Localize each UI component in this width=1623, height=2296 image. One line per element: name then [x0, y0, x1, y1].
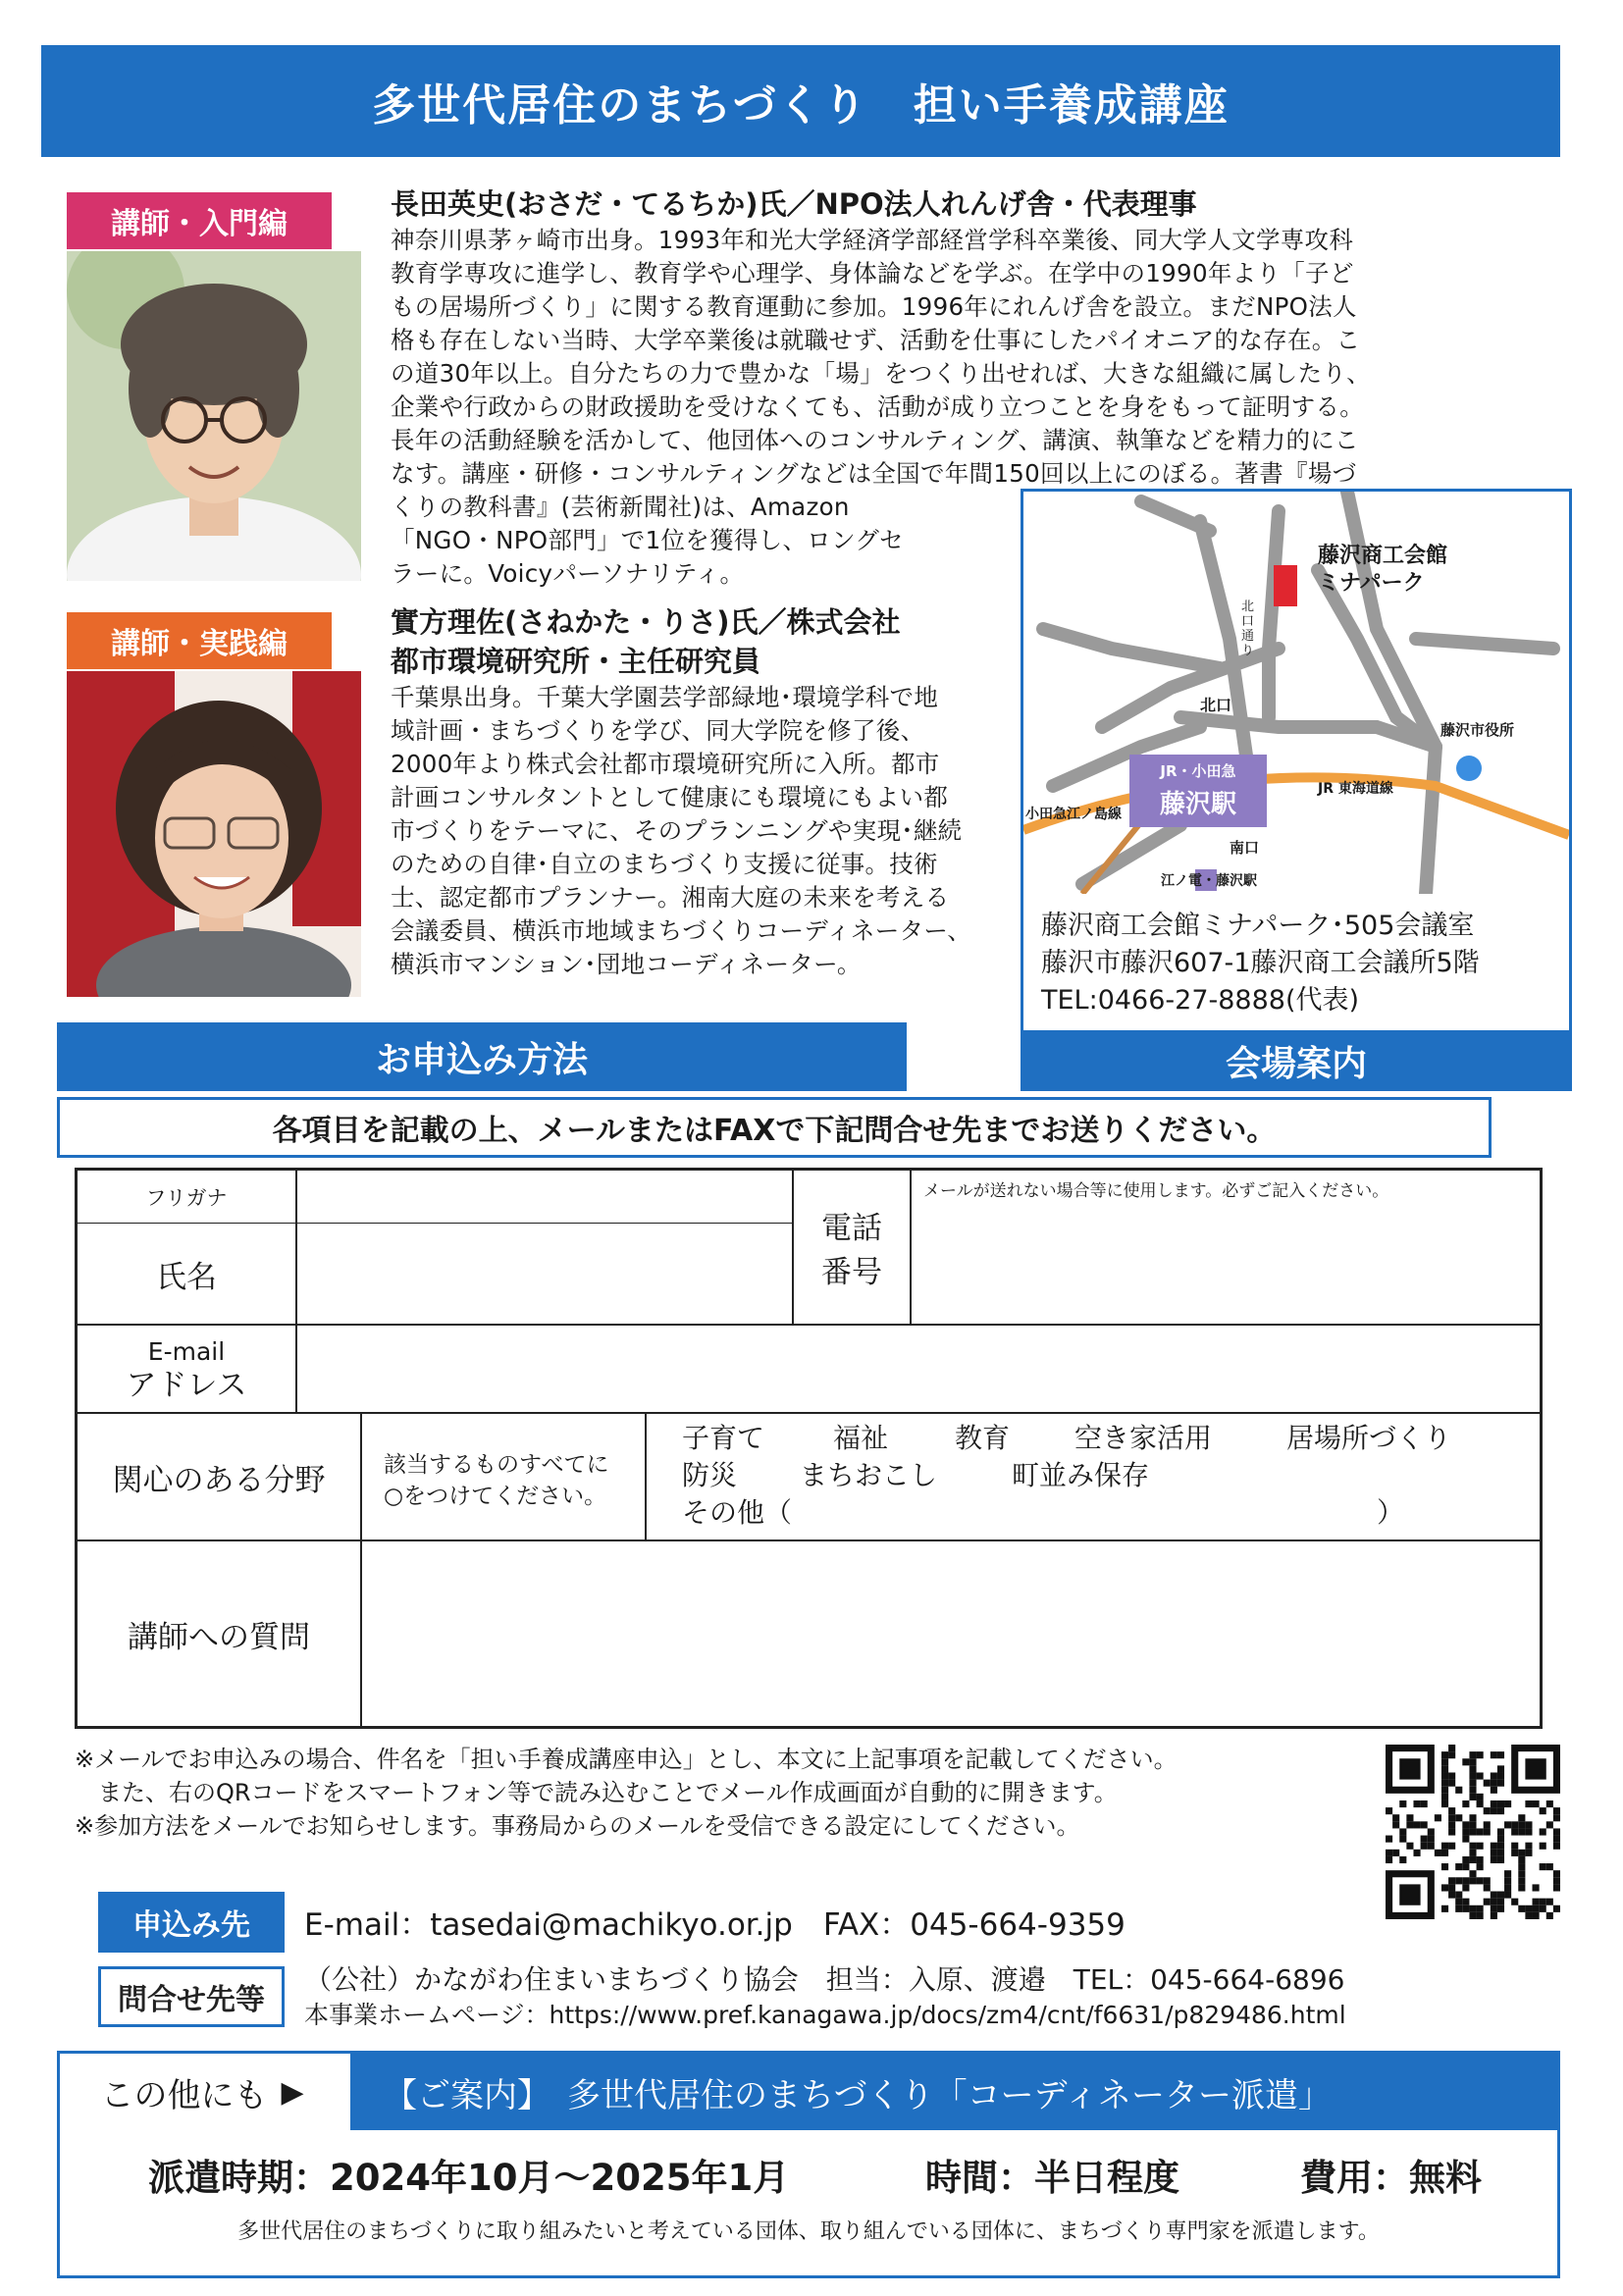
- footer-box: [57, 2051, 1560, 2278]
- application-form: [75, 1168, 1543, 1729]
- address-line: 藤沢市藤沢607-1藤沢商工会議所5階: [1041, 948, 1480, 978]
- interest-row: [682, 1420, 1540, 1457]
- inquiry-label: [98, 1966, 285, 2027]
- lecturer2-bio: [391, 681, 1019, 981]
- address-line: TEL:0466-27-8888(代表): [1041, 985, 1360, 1016]
- lecturer1-name: 長田英史(おさだ・てるちか)氏／NPO法人れんげ舎・代表理事: [391, 187, 1197, 221]
- option-townscape[interactable]: 町並み保存: [1012, 1459, 1150, 1491]
- inquiry-label-text: 問合せ先等: [118, 1983, 265, 2017]
- interest-note-line: 該当するものすべてに: [384, 1452, 609, 1478]
- option-welfare[interactable]: 福祉: [833, 1422, 889, 1454]
- city-hall-label: 藤沢市役所: [1440, 721, 1515, 739]
- note-line: また、右のQRコードをスマートフォン等で読み込むことでメール作成画面が自動的に開きます。: [75, 1779, 1118, 1806]
- form-notes: [75, 1743, 1380, 1843]
- dispatch-period: 派遣時期：2024年10月～2025年1月: [148, 2157, 790, 2199]
- apply-instruction: [57, 1097, 1492, 1158]
- email-field[interactable]: [297, 1326, 1540, 1414]
- question-label: 講師への質問: [78, 1541, 362, 1726]
- triangle-right-icon: ▶: [281, 2074, 304, 2110]
- station-label: 藤沢駅: [1159, 790, 1236, 819]
- bio-line: 教育学専攻に進学し、教育学や心理学、身体論などを学ぶ。在学中の1990年より「子ど: [391, 259, 1354, 287]
- apply-to-label-text: 申込み先: [132, 1908, 250, 1943]
- apply-to-text[interactable]: E-mail：tasedai@machikyo.or.jp FAX：045-664-9359: [304, 1907, 1126, 1943]
- bio-line: もの居場所づくり」に関する教育運動に参加。1996年にれんげ舎を設立。まだNPO法人: [391, 292, 1357, 321]
- option-other-close: ）: [1377, 1496, 1405, 1529]
- bio-line: 神奈川県茅ヶ崎市出身。1993年和光大学経済学部経営学科卒業後、同大学人文学専攻科: [391, 226, 1354, 254]
- note-line: ※参加方法をメールでお知らせします。事務局からのメールを受信できる設定にしてください。: [75, 1812, 1080, 1840]
- venue-header-label: 会場案内: [1225, 1043, 1367, 1084]
- south-exit-label: 南口: [1230, 839, 1260, 857]
- bio-line: 企業や行政からの財政援助を受けなくても、活動が成り立つことを身をもって証明する。: [391, 392, 1364, 421]
- interest-row: [682, 1494, 1540, 1532]
- jr-line-label: JR 東海道線: [1318, 781, 1393, 797]
- apply-to-label: [98, 1892, 285, 1953]
- bio-line: 2000年より株式会社都市環境研究所に入所。都市: [391, 750, 940, 778]
- interest-note-line: ○をつけてください。: [384, 1484, 607, 1509]
- venue-marker: [1274, 565, 1297, 606]
- lecturer2-tag: [67, 612, 332, 669]
- phone-note: メールが送れない場合等に使用します。必ずご記入ください。: [923, 1181, 1389, 1201]
- odakyu-line-label: 小田急江ノ島線: [1025, 807, 1122, 822]
- question-field[interactable]: [362, 1541, 1540, 1726]
- lecturer2-name: [391, 602, 1019, 681]
- enoden-label: 江ノ電・藤沢駅: [1161, 873, 1257, 889]
- phone-label: 電話番号: [794, 1171, 912, 1326]
- city-hall-marker: [1456, 756, 1482, 781]
- page-banner: [41, 45, 1560, 157]
- street-label: 北口通り: [1241, 600, 1255, 658]
- lecturer2-name-line: 實方理佐(さねかた・りさ)氏／株式会社: [391, 605, 901, 639]
- dispatch-time: 時間：半日程度: [925, 2157, 1179, 2199]
- name-label: 氏名: [78, 1224, 297, 1326]
- venue-map-box: [1021, 489, 1572, 1087]
- bio-line: 横浜市マンション･団地コーディネーター。: [391, 950, 862, 978]
- other-label: [60, 2054, 344, 2130]
- lecturer1-tag-label: 講師・入門編: [111, 207, 288, 241]
- bio-line: 長年の活動経験を活かして、他団体へのコンサルティング、講演、執筆などを精力的にこ: [391, 426, 1359, 454]
- homepage-link[interactable]: 本事業ホームページ：https://www.pref.kanagawa.jp/docs/zm4/cnt/f6631/p829486.html: [304, 2001, 1346, 2029]
- address-label-line: アドレス: [126, 1368, 247, 1403]
- name-field[interactable]: [297, 1224, 794, 1326]
- venue-map-label: [1318, 543, 1447, 598]
- bio-line: 域計画・まちづくりを学び、同大学院を修了後、: [391, 716, 925, 745]
- option-education[interactable]: 教育: [955, 1422, 1011, 1454]
- option-other[interactable]: その他（: [682, 1496, 793, 1529]
- bio-line: 「NGO・NPO部門」で1位を獲得し、ロングセ: [391, 526, 904, 554]
- bio-line: ラーに。Voicyパーソナリティ。: [391, 559, 745, 588]
- venue-label-line: 藤沢商工会館: [1318, 544, 1448, 568]
- guide-banner: [350, 2054, 1557, 2130]
- dispatch-cost: 費用：無料: [1300, 2157, 1482, 2199]
- north-exit-label: 北口: [1200, 696, 1232, 714]
- guide-text: 【ご案内】 多世代居住のまちづくり「コーディネーター派遣」: [384, 2075, 1332, 2115]
- bio-line: 士、認定都市プランナー。湘南大庭の未来を考える: [391, 883, 950, 912]
- interest-row: [682, 1457, 1540, 1494]
- lecturer2-photo: [67, 671, 361, 997]
- qr-code-icon[interactable]: [1386, 1745, 1560, 1919]
- bio-line: くりの教科書』(芸術新聞社)は、Amazon: [391, 493, 850, 521]
- furigana-field[interactable]: [297, 1171, 794, 1224]
- phone-field[interactable]: [912, 1171, 1540, 1326]
- lecturer1-tag: [67, 192, 332, 249]
- bio-line: 格も存在しない当時、大学卒業後は就職せず、活動を仕事にしたパイオニア的な存在。こ: [391, 326, 1361, 354]
- option-place-making[interactable]: 居場所づくり: [1286, 1422, 1452, 1454]
- email-label-line: E-mail: [147, 1337, 226, 1366]
- bio-line: 市づくりをテーマに、そのプランニングや実現･継続: [391, 816, 963, 845]
- option-disaster[interactable]: 防災: [682, 1459, 738, 1491]
- option-childcare[interactable]: 子育て: [682, 1422, 765, 1454]
- station-lines-label: JR・小田急: [1160, 762, 1236, 780]
- bio-line: 計画コンサルタントとして健康にも環境にもよい都: [391, 783, 949, 811]
- inquiry-text: （公社）かながわ住まいまちづくり協会 担当：入原、渡邉 TEL：045-664-6896: [304, 1963, 1345, 1996]
- apply-header-label: お申込み方法: [375, 1039, 588, 1080]
- venue-map: [1023, 492, 1569, 894]
- venue-address: [1041, 908, 1480, 1019]
- interest-options: [647, 1414, 1540, 1541]
- lecturer2-tag-label: 講師・実践編: [111, 627, 288, 661]
- bio-line: の道30年以上。自分たちの力で豊かな「場」をつくり出せれば、大きな組織に属したり、: [391, 359, 1371, 388]
- interest-label: 関心のある分野: [78, 1414, 362, 1541]
- lecturer2-name-line: 都市環境研究所・主任研究員: [391, 645, 761, 678]
- dispatch-description: 多世代居住のまちづくりに取り組みたいと考えている団体、取り組んでいる団体に、まちづくり専門家を派遣します。: [237, 2219, 1380, 2244]
- email-label: [78, 1326, 297, 1414]
- bio-line: のための自律･自立のまちづくり支援に従事。技術: [391, 850, 938, 878]
- lecturer1-photo: [67, 251, 361, 581]
- furigana-label: フリガナ: [78, 1171, 297, 1224]
- note-line: ※メールでお申込みの場合、件名を「担い手養成講座申込」とし、本文に上記事項を記載してください。: [75, 1746, 1178, 1773]
- apply-instruction-text: 各項目を記載の上、メールまたはFAXで下記問合せ先までお送りください。: [272, 1114, 1277, 1148]
- banner-title: 多世代居住のまちづくり 担い手養成講座: [372, 80, 1230, 130]
- bio-line: 会議委員、横浜市地域まちづくりコーディネーター、: [391, 916, 972, 945]
- option-revitalization[interactable]: まちおこし: [800, 1459, 938, 1491]
- bio-line: 千葉県出身。千葉大学園芸学部緑地･環境学科で地: [391, 683, 939, 711]
- bio-line: なす。講座・研修・コンサルティングなどは全国で年間150回以上にのぼる。著書『場づ: [391, 459, 1357, 488]
- venue-label-line: ミナパーク: [1318, 571, 1425, 596]
- venue-header: [1021, 1030, 1572, 1091]
- address-line: 藤沢商工会館ミナパーク･505会議室: [1041, 911, 1475, 941]
- option-vacant-house[interactable]: 空き家活用: [1074, 1422, 1213, 1454]
- apply-header: [57, 1022, 907, 1091]
- other-label-text: この他にも: [100, 2075, 268, 2115]
- interest-note: [362, 1414, 647, 1541]
